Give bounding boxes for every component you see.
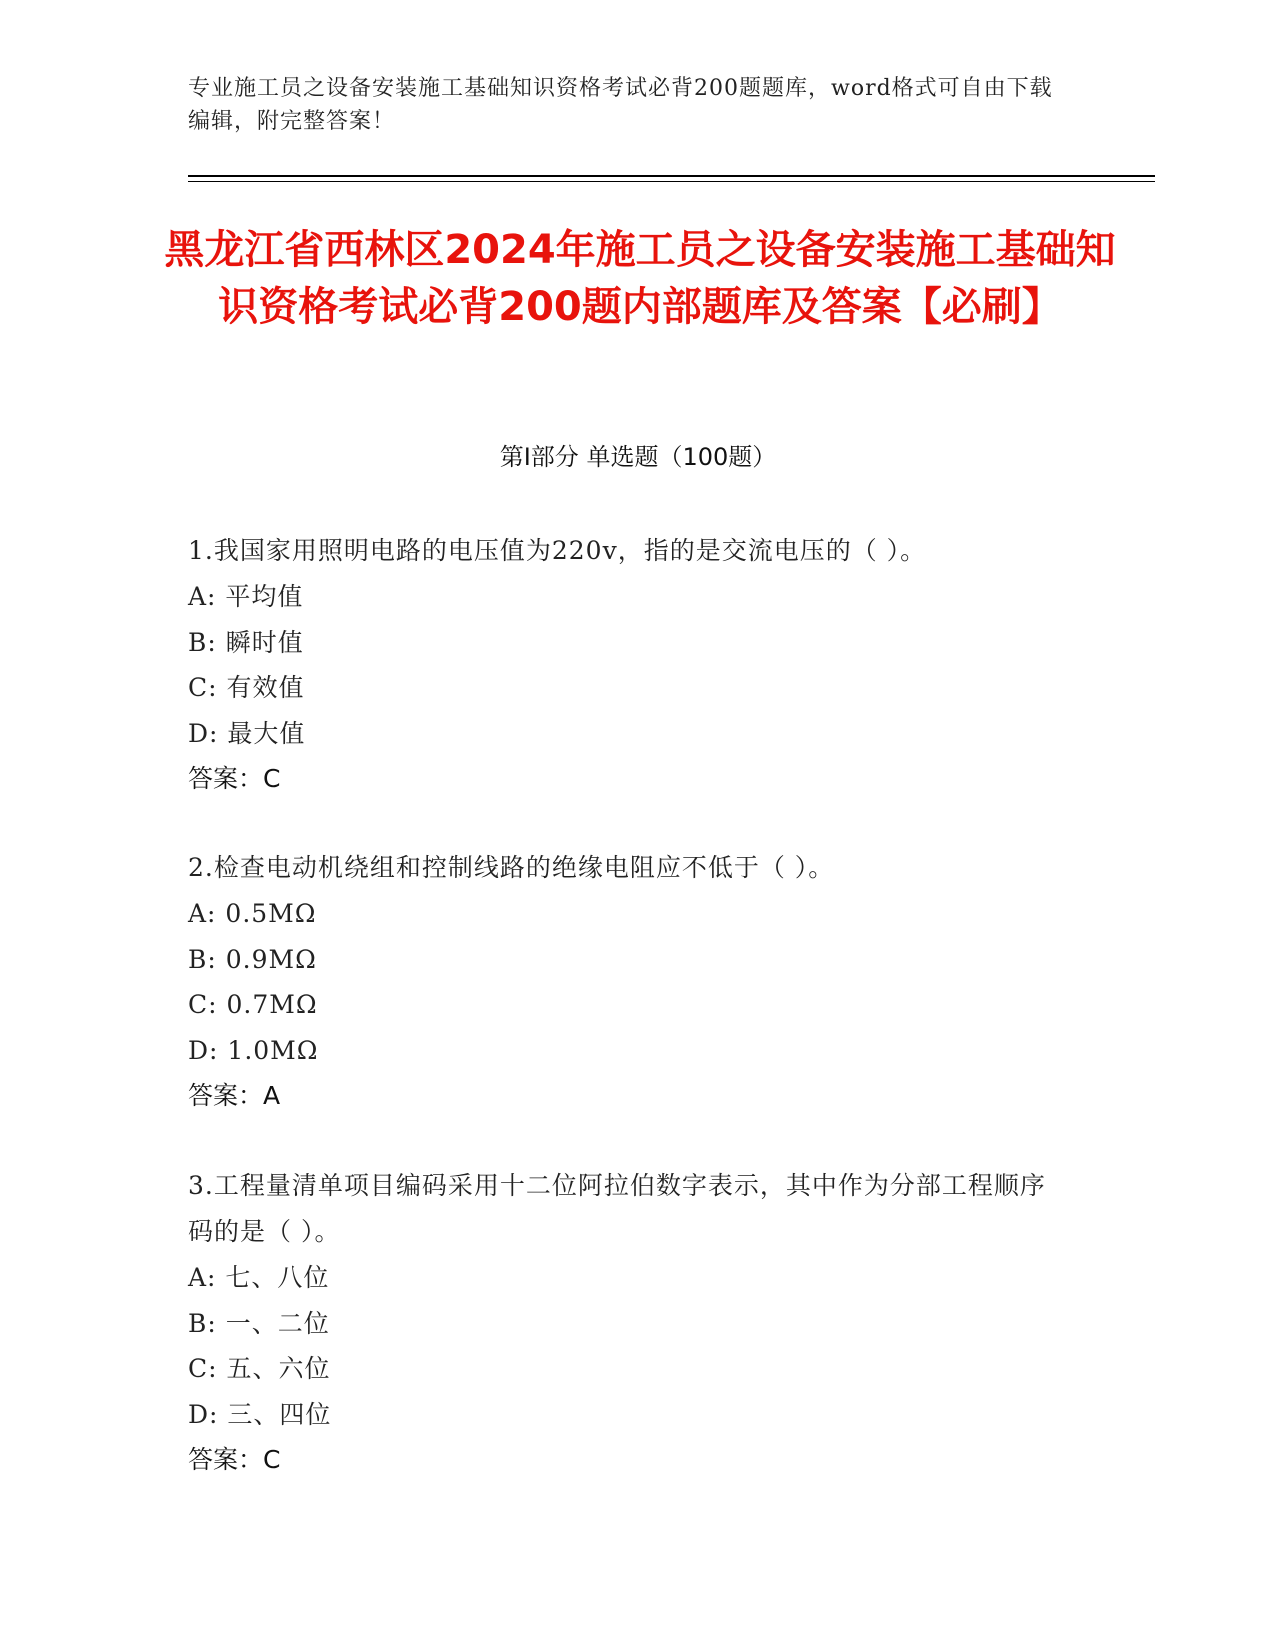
answer-line: 答案：C	[188, 1445, 281, 1474]
question-2	[188, 845, 1068, 1119]
option-a: A: 平均值	[188, 582, 304, 611]
option-d: D: 1.0MΩ	[188, 1035, 319, 1065]
option-b: B: 一、二位	[188, 1308, 330, 1338]
option-b: B: 0.9MΩ	[188, 944, 317, 974]
option-a: A: 七、八位	[188, 1263, 330, 1292]
header-divider-thick	[188, 175, 1155, 177]
option-d: D: 最大值	[188, 718, 306, 748]
header-divider-thin	[188, 181, 1155, 182]
section-heading: 第Ⅰ部分 单选题（100题）	[499, 443, 777, 471]
document-title: 黑龙江省西林区2024年施工员之设备安装施工基础知识资格考试必背200题内部题库及答案【必刷】	[164, 227, 1116, 330]
option-c: C: 0.7MΩ	[188, 990, 318, 1019]
answer-line: 答案：C	[188, 764, 281, 793]
question-3	[188, 1163, 1068, 1483]
option-b: B: 瞬时值	[188, 627, 304, 657]
question-stem: 1.我国家用照明电路的电压值为220v，指的是交流电压的（ ）。	[188, 536, 927, 565]
question-stem: 3.工程量清单项目编码采用十二位阿拉伯数字表示，其中作为分部工程顺序码的是（ ）。	[188, 1171, 1046, 1246]
question-stem: 2.检查电动机绕组和控制线路的绝缘电阻应不低于（ ）。	[188, 853, 835, 882]
option-d: D: 三、四位	[188, 1399, 332, 1429]
answer-line: 答案：A	[188, 1081, 281, 1110]
header-note: 专业施工员之设备安装施工基础知识资格考试必背200题题库，word格式可自由下载编辑，附完整答案！	[188, 76, 1053, 134]
question-1	[188, 528, 1068, 802]
option-c: C: 有效值	[188, 673, 305, 702]
option-a: A: 0.5MΩ	[188, 899, 317, 928]
option-c: C: 五、六位	[188, 1354, 331, 1383]
